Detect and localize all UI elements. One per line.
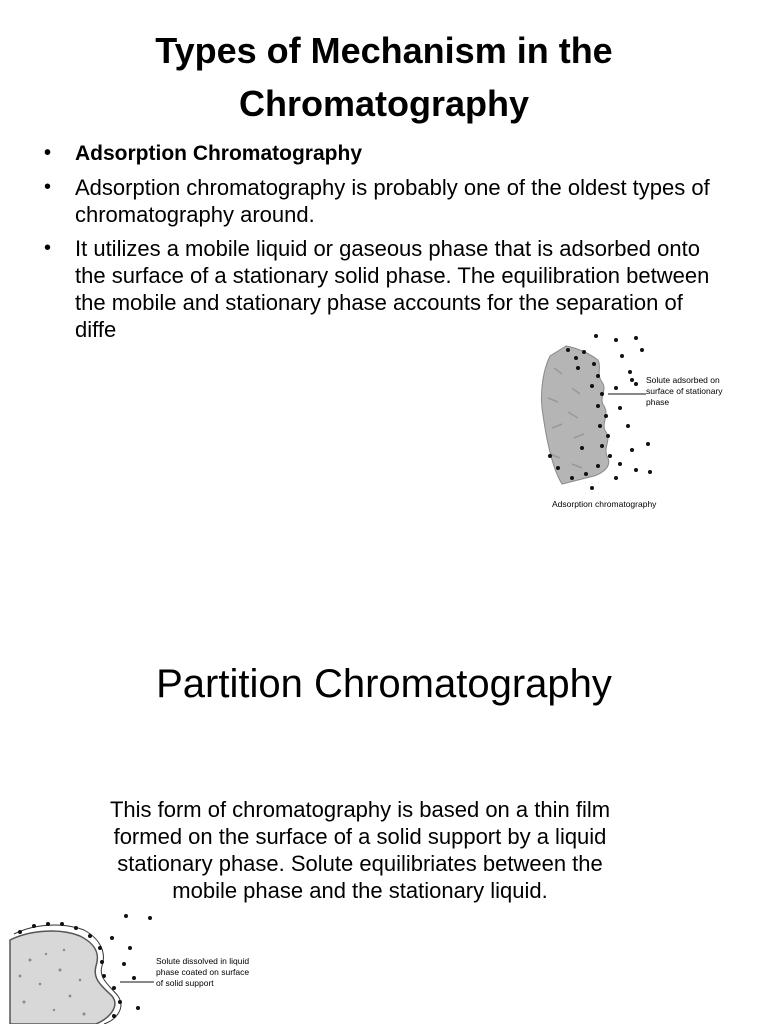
slide-title: Types of Mechanism in the Chromatography xyxy=(155,30,613,124)
bullet-item xyxy=(44,235,724,343)
figure-label: Solute adsorbed on surface of stationary phase xyxy=(646,375,723,407)
bullet-dot-icon: • xyxy=(44,237,52,259)
bullet-dot-icon: • xyxy=(44,176,52,198)
slide-title: Partition Chromatography xyxy=(156,662,612,706)
partition-figure xyxy=(0,910,250,1024)
bullet-text: Adsorption chromatography is probably one of the oldest types of chromatography around. xyxy=(75,175,710,227)
bullet-text: It utilizes a mobile liquid or gaseous phase that is adsorbed onto the surface of a stationary solid phase. The equilibration between the mobile and stationary phase accounts for the separation of diffe xyxy=(75,236,710,342)
bullet-list xyxy=(44,140,724,350)
bullet-item xyxy=(44,174,724,228)
bullet-text: Adsorption Chromatography xyxy=(75,142,362,165)
adsorption-diagram-icon xyxy=(532,328,720,518)
figure-caption: Adsorption chromatography xyxy=(552,499,657,509)
adsorption-figure xyxy=(532,328,723,518)
bullet-dot-icon: • xyxy=(44,142,52,164)
figure-label: Solute dissolved in liquid phase coated on surface of solid support xyxy=(156,956,250,988)
slide-body-text: This form of chromatography is based on a thin film formed on the surface of a solid support by a liquid stationary phase. Solute equilibriates between the mobile phase and the stationary liquid. xyxy=(109,797,611,903)
slide-partition xyxy=(0,576,768,1024)
bullet-item xyxy=(44,140,724,167)
